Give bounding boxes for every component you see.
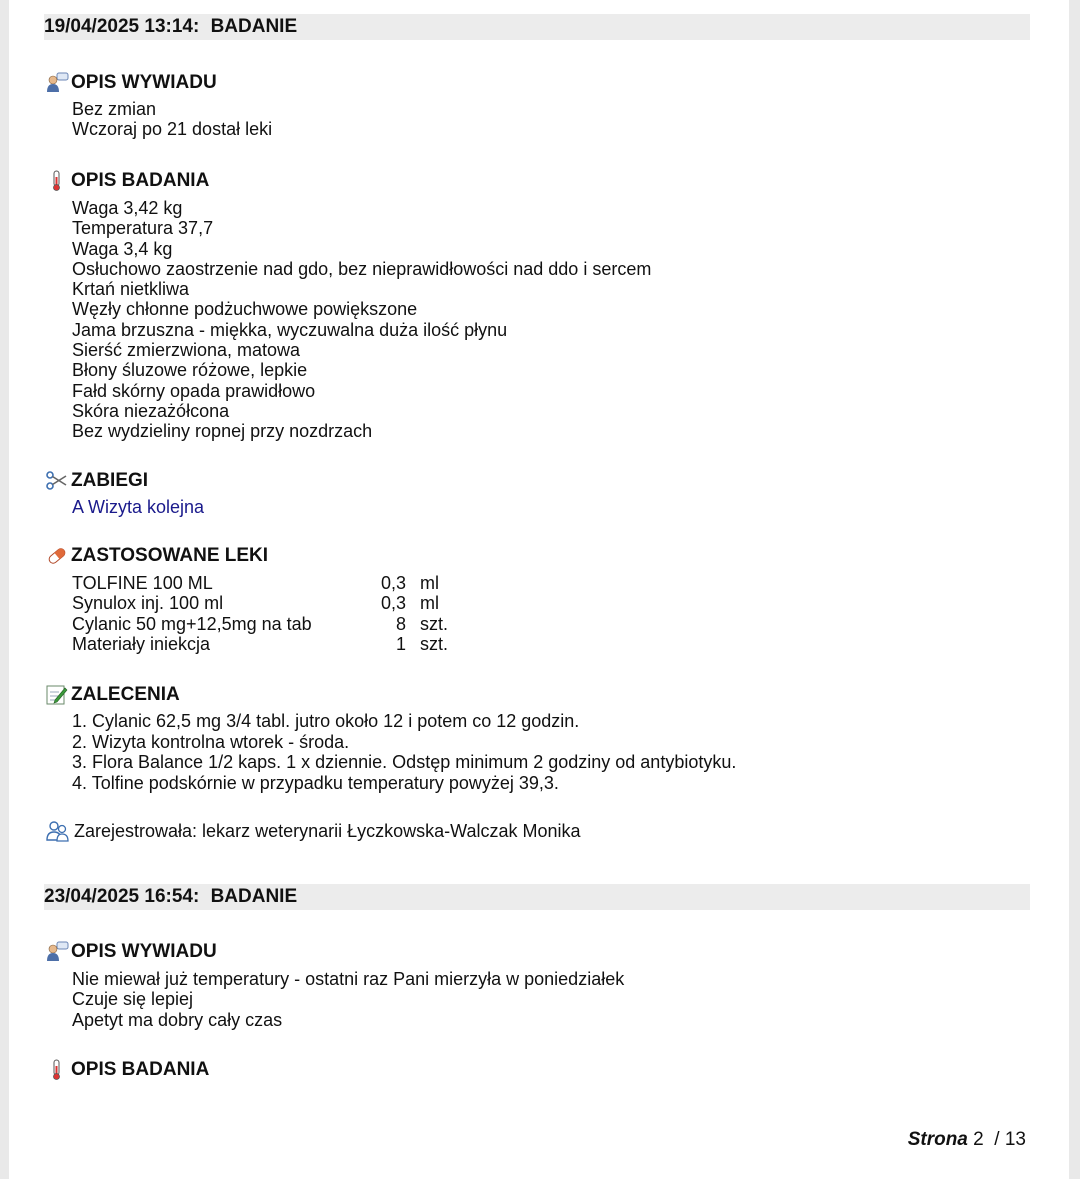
med-qty: 0,3 bbox=[380, 593, 406, 614]
exam-line: Jama brzuszna - miękka, wyczuwalna duża ilość płynu bbox=[72, 319, 508, 340]
page-number bbox=[908, 1129, 1026, 1151]
thermometer-icon bbox=[45, 1059, 69, 1081]
section-history-title: OPIS WYWIADU bbox=[71, 941, 217, 962]
history-line: Bez zmian bbox=[72, 99, 157, 119]
page-label: Strona bbox=[907, 1129, 968, 1150]
registered-by-text: Zarejestrowała: lekarz weterynarii Łyczkowska-Walczak Monika bbox=[74, 821, 581, 841]
section-history-title: OPIS WYWIADU bbox=[71, 72, 217, 93]
section-procedures-title: ZABIEGI bbox=[71, 470, 149, 491]
meds-table bbox=[72, 573, 492, 654]
exam-line: Sierść zmierzwiona, matowa bbox=[72, 340, 301, 361]
recommendation-item: 1. Cylanic 62,5 mg 3/4 tabl. jutro około 12 i potem co 12 godzin. bbox=[72, 711, 580, 731]
exam-line: Skóra niezażółcona bbox=[72, 400, 230, 421]
med-name: Materiały iniekcja bbox=[72, 633, 211, 654]
med-unit: ml bbox=[420, 573, 439, 593]
exam-line: Fałd skórny opada prawidłowo bbox=[72, 380, 316, 401]
exam-line: Węzły chłonne podżuchwowe powiększone bbox=[72, 299, 418, 320]
history-line: Czuje się lepiej bbox=[72, 989, 194, 1010]
history-line: Apetyt ma dobry cały czas bbox=[72, 1009, 283, 1030]
section-exam-title: OPIS BADANIA bbox=[71, 170, 210, 191]
med-name: Synulox inj. 100 ml bbox=[72, 593, 224, 614]
med-name: TOLFINE 100 ML bbox=[72, 573, 213, 593]
section-recommendations-title: ZALECENIA bbox=[71, 684, 180, 705]
section-meds bbox=[45, 544, 268, 568]
med-name: Cylanic 50 mg+12,5mg na tab bbox=[72, 613, 312, 634]
med-unit: szt. bbox=[420, 613, 449, 634]
visit-datetime: 19/04/2025 13:14: bbox=[44, 16, 200, 37]
history-line: Wczoraj po 21 dostał leki bbox=[72, 119, 273, 140]
med-unit: ml bbox=[420, 593, 439, 614]
history-text bbox=[72, 969, 624, 1030]
interview-person-icon bbox=[45, 72, 69, 94]
visit-type: BADANIE bbox=[210, 16, 298, 37]
section-recommendations bbox=[45, 683, 180, 707]
med-unit: szt. bbox=[420, 633, 449, 654]
notepad-pencil-icon bbox=[45, 684, 69, 706]
procedures-list bbox=[72, 497, 204, 517]
thermometer-icon bbox=[45, 170, 69, 192]
recommendation-item: 2. Wizyta kontrolna wtorek - środa. bbox=[72, 731, 350, 752]
section-procedures bbox=[45, 469, 148, 493]
section-exam bbox=[45, 1058, 209, 1082]
page-total: / 13 bbox=[994, 1129, 1026, 1150]
exam-line: Osłuchowo zaostrzenie nad gdo, bez nieprawidłowości nad ddo i sercem bbox=[72, 258, 652, 279]
exam-line: Krtań nietkliwa bbox=[72, 279, 190, 300]
recommendation-item: 3. Flora Balance 1/2 kaps. 1 x dziennie. Odstęp minimum 2 godziny od antybiotyku. bbox=[72, 752, 737, 772]
recommendation-item: 4. Tolfine podskórnie w przypadku temperatury powyżej 39,3. bbox=[72, 772, 559, 793]
pill-icon bbox=[45, 545, 69, 567]
scissors-icon bbox=[45, 470, 69, 492]
med-qty: 1 bbox=[395, 633, 406, 654]
document-page bbox=[9, 0, 1069, 1179]
exam-line: Temperatura 37,7 bbox=[72, 218, 214, 239]
recommendations-list bbox=[72, 711, 736, 793]
exam-line: Waga 3,42 kg bbox=[72, 198, 183, 218]
med-row bbox=[72, 573, 492, 593]
section-exam-title: OPIS BADANIA bbox=[71, 1059, 210, 1080]
history-text bbox=[72, 99, 272, 140]
users-icon bbox=[45, 820, 71, 842]
med-row bbox=[72, 593, 492, 613]
med-row bbox=[72, 614, 492, 634]
history-line: Nie miewał już temperatury - ostatni raz Pani mierzyła w poniedziałek bbox=[72, 969, 625, 989]
section-exam bbox=[45, 169, 209, 193]
med-qty: 8 bbox=[395, 613, 406, 634]
page-current: 2 bbox=[973, 1129, 984, 1150]
section-history bbox=[45, 940, 217, 964]
visit-header bbox=[44, 14, 1030, 40]
med-row bbox=[72, 634, 492, 654]
exam-text bbox=[72, 198, 651, 442]
visit-datetime: 23/04/2025 16:54: bbox=[44, 886, 200, 907]
section-meds-title: ZASTOSOWANE LEKI bbox=[71, 545, 269, 566]
visit-type: BADANIE bbox=[210, 886, 298, 907]
interview-person-icon bbox=[45, 941, 69, 963]
exam-line: Bez wydzieliny ropnej przy nozdrzach bbox=[72, 421, 373, 442]
exam-line: Błony śluzowe różowe, lepkie bbox=[72, 360, 308, 381]
visit-header bbox=[44, 884, 1030, 910]
procedure-item[interactable]: A Wizyta kolejna bbox=[72, 497, 205, 517]
registered-by bbox=[45, 819, 581, 843]
section-history bbox=[45, 71, 217, 95]
med-qty: 0,3 bbox=[380, 573, 406, 593]
exam-line: Waga 3,4 kg bbox=[72, 238, 173, 259]
